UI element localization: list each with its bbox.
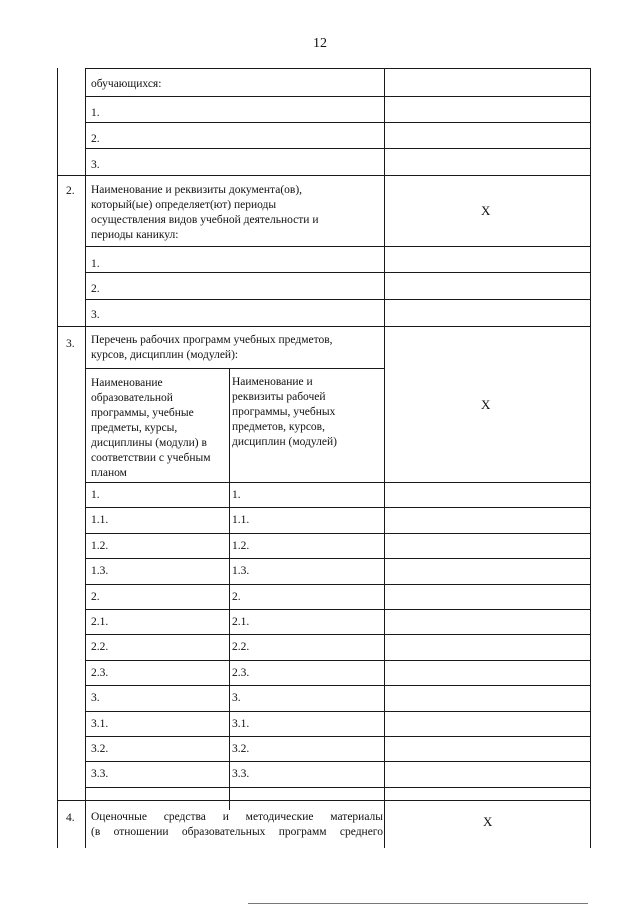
top-row-line-3: [85, 148, 590, 149]
section-2-mark: X: [481, 203, 491, 218]
section-3-col1-header: Наименование образовательной программы, учебные предметы, курсы, дисциплины (модули) в соответствии с учебным планом: [91, 377, 211, 479]
section-3-row-5-col2: 2.: [232, 591, 241, 603]
section-3-row-3-col1: 1.2.: [91, 540, 109, 552]
section-2-number: 2.: [66, 185, 75, 197]
section-3-row-5-col1: 2.: [91, 591, 100, 603]
document-table: [57, 68, 590, 848]
section-3-row-3-col2: 1.2.: [232, 540, 250, 552]
section-4-mark: X: [483, 814, 493, 829]
section-3-row-6-col1: 2.1.: [91, 616, 109, 628]
table-border-right: [590, 68, 591, 848]
section-3-row-7-col2: 2.2.: [232, 641, 250, 653]
section-2-item-2: 2.: [91, 283, 100, 295]
section-3-row-line-6: [85, 634, 590, 635]
section-4-top-line: [57, 800, 590, 801]
section-3-row-9-col2: 3.: [232, 692, 241, 704]
section-2-row-line-2: [85, 272, 590, 273]
section-3-number: 3.: [66, 338, 75, 350]
section-3-text: Перечень рабочих программ учебных предметов, курсов, дисциплин (модулей):: [91, 334, 333, 361]
section-3-row-12-col2: 3.3.: [232, 768, 250, 780]
section-3-row-line-2: [85, 533, 590, 534]
section-3-row-8-col1: 2.3.: [91, 667, 109, 679]
section-2-row-line-1: [85, 246, 590, 247]
section-3-col2-header: Наименование и реквизиты рабочей программы, учебных предметов, курсов, дисциплин (модулей): [232, 376, 337, 448]
table-col-divider-mark: [384, 68, 385, 848]
section-3-row-6-col2: 2.1.: [232, 616, 250, 628]
section-3-row-line-3: [85, 558, 590, 559]
page-number: 12: [313, 36, 327, 51]
section-3-row-line-11: [85, 761, 590, 762]
section-2-text: Наименование и реквизиты документа(ов), который(ые) определяет(ют) периоды осуществления видов учебной деятельности и периоды каникул:: [91, 184, 319, 241]
scan-edge-line: [248, 903, 588, 904]
table-top-border: [85, 68, 590, 69]
section-3-row-4-col2: 1.3.: [232, 565, 250, 577]
top-row-line-1: [85, 96, 590, 97]
section-3-row-line-10: [85, 736, 590, 737]
top-row-line-2: [85, 122, 590, 123]
section-2-item-3: 3.: [91, 309, 100, 321]
section-3-row-line-9: [85, 711, 590, 712]
section-3-row-7-col1: 2.2.: [91, 641, 109, 653]
section-3-col-divider: [229, 368, 230, 810]
section-3-row-8-col2: 2.3.: [232, 667, 250, 679]
section-3-row-11-col1: 3.2.: [91, 743, 109, 755]
table-border-left: [57, 68, 58, 848]
section-3-row-9-col1: 3.: [91, 692, 100, 704]
section-3-row-12-col1: 3.3.: [91, 768, 109, 780]
section-3-row-line-0: [85, 482, 590, 483]
section-3-row-2-col1: 1.1.: [91, 514, 109, 526]
section-3-row-line-4: [85, 584, 590, 585]
section-4-text: Оценочные средства и методические материалы (в отношении образовательных программ среднего: [91, 811, 383, 838]
section-3-row-line-8: [85, 685, 590, 686]
table-col-divider-number: [85, 68, 86, 848]
top-item-3: 3.: [91, 159, 100, 171]
section-3-top-line: [57, 326, 590, 327]
section-2-item-1: 1.: [91, 258, 100, 270]
section-3-row-11-col2: 3.2.: [232, 743, 250, 755]
section-3-row-2-col2: 1.1.: [232, 514, 250, 526]
section-3-mark: X: [481, 397, 491, 412]
section-3-row-10-col2: 3.1.: [232, 718, 250, 730]
section-3-row-10-col1: 3.1.: [91, 718, 109, 730]
top-header-text: обучающихся:: [91, 78, 162, 90]
section-3-header-split: [85, 368, 384, 369]
section-3-row-line-1: [85, 507, 590, 508]
section-3-row-line-12: [85, 787, 590, 788]
top-item-1: 1.: [91, 107, 100, 119]
section-3-row-line-7: [85, 660, 590, 661]
section-4-number: 4.: [66, 812, 75, 824]
section-3-row-1-col1: 1.: [91, 489, 100, 501]
top-item-2: 2.: [91, 133, 100, 145]
section-3-row-4-col1: 1.3.: [91, 565, 109, 577]
section-2-top-line: [57, 175, 590, 176]
section-3-row-line-5: [85, 609, 590, 610]
section-3-row-1-col2: 1.: [232, 489, 241, 501]
section-2-row-line-3: [85, 299, 590, 300]
